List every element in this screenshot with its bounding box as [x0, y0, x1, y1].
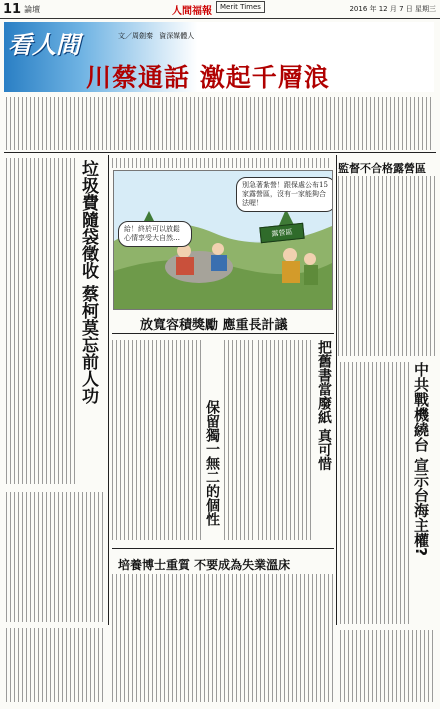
divider: [112, 548, 334, 549]
newspaper-logo: 人間福報: [172, 6, 212, 17]
divider: [4, 152, 436, 153]
masthead: [0, 0, 440, 19]
headline-personality: 保留獨一無二的個性: [204, 400, 220, 526]
cartoon-caption: 放寬容積獎勵 應重長計議: [140, 318, 288, 333]
personality-article-body-2: [224, 340, 254, 540]
author: 文／周劍秦: [118, 32, 153, 40]
garbage-article-body-2: [6, 492, 106, 622]
books-article-body: [258, 340, 314, 540]
campsite-sign: 露營區: [259, 223, 304, 244]
author-title: 資深媒體人: [159, 32, 195, 40]
garbage-article-body: [6, 158, 76, 484]
headline-camping: 監督不合格露營區: [338, 162, 426, 175]
warplane-article-body: [340, 362, 410, 624]
speech-bubble-left: 給！終於可以放鬆心情享受大自然…: [118, 221, 192, 247]
article-body: [112, 158, 332, 168]
issue-date: 2016 年 12 月 7 日 星期三: [349, 5, 436, 13]
newspaper-english-name: Merit Times: [216, 1, 265, 13]
speech-bubble-right: 別急著紮營！跟保處公布15家露營區，沒有一家能夠合法喔！: [236, 177, 333, 212]
divider: [336, 155, 337, 625]
headline-garbage-fee: 垃圾費隨袋徵收 蔡柯莫忘前人功: [78, 160, 98, 404]
divider: [112, 333, 334, 334]
section-name: 論壇: [24, 4, 41, 14]
graduates-article-body: [112, 574, 334, 702]
personality-article-body: [112, 340, 202, 540]
headline-graduates: 培養博士重質 不要成為失業溫床: [118, 558, 291, 572]
byline: [118, 31, 198, 41]
editorial-cartoon: [113, 170, 333, 310]
main-article-body: [6, 97, 434, 150]
bottom-left-article-body: [6, 628, 106, 702]
page-number: 11: [3, 1, 22, 17]
headline-old-books: 把舊書當廢紙 真可惜: [316, 340, 332, 471]
camping-article-body: [338, 176, 436, 356]
bottom-right-article-body: [340, 630, 436, 702]
column-name: 看人間: [8, 30, 80, 59]
headline-warplanes: 中共戰機繞台 宣示台海主權?: [412, 362, 430, 556]
main-headline: 川蔡通話 激起千層浪: [86, 63, 330, 92]
divider: [108, 155, 109, 625]
